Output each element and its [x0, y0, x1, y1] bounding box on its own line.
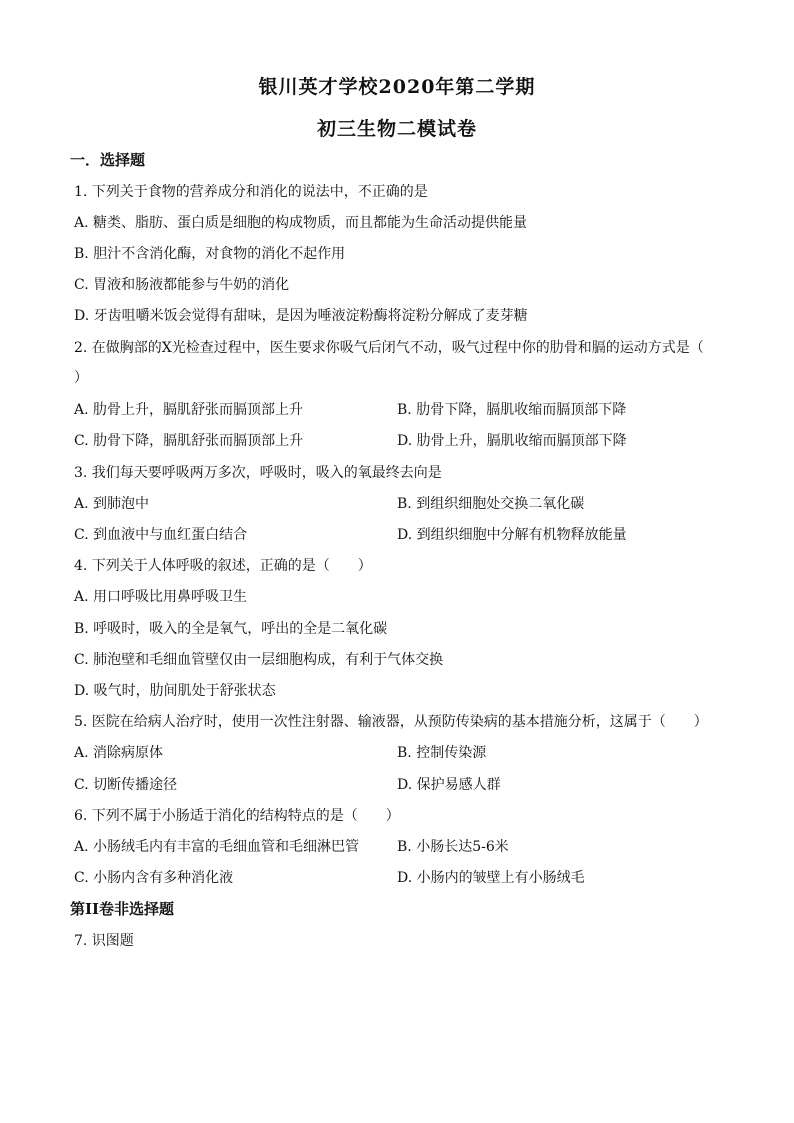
question-7-stem: 7. 识图题: [74, 933, 134, 949]
question-4-option-b: B. 呼吸时，吸入的全是氧气，呼出的全是二氧化碳: [74, 621, 388, 637]
exam-subtitle: 初三生物二模试卷: [316, 118, 477, 140]
question-4-stem: 4. 下列关于人体呼吸的叙述，正确的是（ ）: [74, 558, 372, 574]
question-1-option-c: C. 胃液和肠液都能参与牛奶的消化: [74, 277, 290, 293]
question-6-option-d: D. 小肠内的皱壁上有小肠绒毛: [397, 870, 585, 886]
question-2-option-a: A. 肋骨上升，膈肌舒张而膈顶部上升: [74, 402, 304, 418]
question-2-stem: 2. 在做胸部的X光检查过程中，医生要求你吸气后闭气不动，吸气过程中你的肋骨和膈的运动方式是（: [74, 340, 704, 356]
section-heading-nonchoice: 第II卷非选择题: [70, 900, 175, 918]
question-3-stem: 3. 我们每天要呼吸两万多次，呼吸时，吸入的氧最终去向是: [74, 465, 442, 481]
question-4-option-d: D. 吸气时，肋间肌处于舒张状态: [74, 683, 276, 699]
question-1-option-a: A. 糖类、脂肪、蛋白质是细胞的构成物质，而且都能为生命活动提供能量: [74, 215, 528, 231]
question-3-option-b: B. 到组织细胞处交换二氧化碳: [397, 496, 585, 512]
question-2-option-b: B. 肋骨下降，膈肌收缩而膈顶部下降: [397, 402, 627, 418]
section-heading-choice: 一．选择题: [70, 151, 146, 169]
question-3-option-c: C. 到血液中与血红蛋白结合: [74, 527, 248, 543]
question-5-option-d: D. 保护易感人群: [397, 777, 501, 793]
question-4-option-a: A. 用口呼吸比用鼻呼吸卫生: [74, 589, 248, 605]
question-6-option-b: B. 小肠长达5-6米: [397, 839, 509, 855]
question-2-option-c: C. 肋骨下降，膈肌舒张而膈顶部上升: [74, 433, 304, 449]
question-4-option-c: C. 肺泡壁和毛细血管壁仅由一层细胞构成，有利于气体交换: [74, 652, 444, 668]
question-5-option-a: A. 消除病原体: [74, 745, 164, 761]
question-5-option-c: C. 切断传播途径: [74, 777, 178, 793]
question-2-option-d: D. 肋骨上升，膈肌收缩而膈顶部下降: [397, 433, 627, 449]
question-6-option-c: C. 小肠内含有多种消化液: [74, 870, 234, 886]
question-5-stem: 5. 医院在给病人治疗时，使用一次性注射器、输液器，从预防传染病的基本措施分析，这属于（ ）: [74, 714, 708, 730]
question-1-stem: 1. 下列关于食物的营养成分和消化的说法中，不正确的是: [74, 184, 428, 200]
question-1-option-d: D. 牙齿咀嚼米饭会觉得有甜味，是因为唾液淀粉酶将淀粉分解成了麦芽糖: [74, 308, 528, 324]
question-5-option-b: B. 控制传染源: [397, 745, 487, 761]
question-3-option-a: A. 到肺泡中: [74, 496, 150, 512]
question-6-option-a: A. 小肠绒毛内有丰富的毛细血管和毛细淋巴管: [74, 839, 360, 855]
exam-title: 银川英才学校2020年第二学期: [258, 76, 536, 98]
question-6-stem: 6. 下列不属于小肠适于消化的结构特点的是（ ）: [74, 808, 400, 824]
question-1-option-b: B. 胆汁不含消化酶，对食物的消化不起作用: [74, 246, 346, 262]
question-3-option-d: D. 到组织细胞中分解有机物释放能量: [397, 527, 627, 543]
question-2-stem-close: ）: [74, 370, 88, 386]
